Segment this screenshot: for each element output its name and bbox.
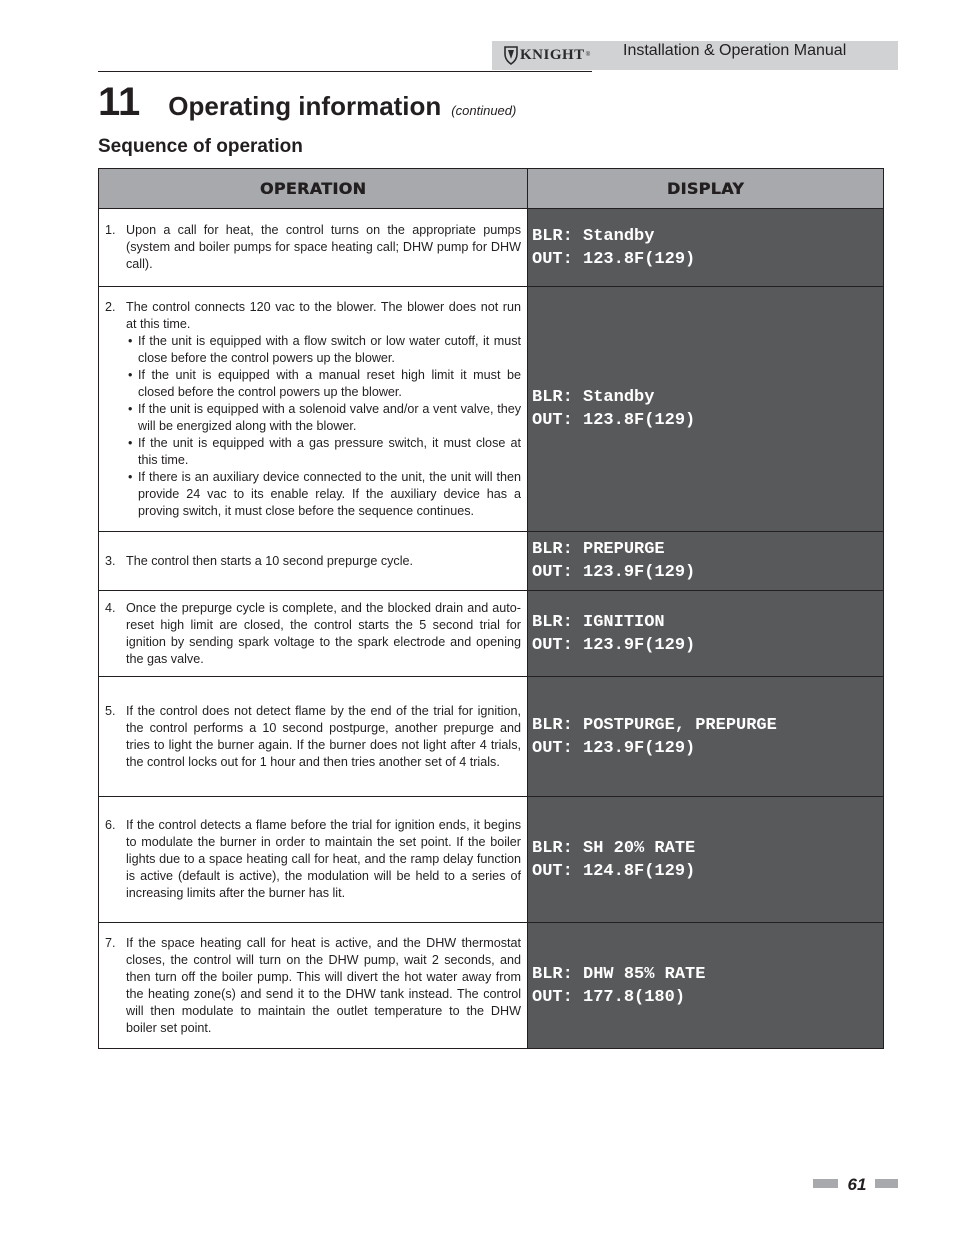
operation-header: OPERATION — [99, 169, 528, 209]
step-text: The control connects 120 vac to the blower. The blower does not run at this time. — [126, 299, 521, 331]
display-readout-line: OUT: 123.9F(129) — [532, 635, 696, 655]
chapter-heading — [98, 78, 516, 126]
chapter-title: Operating information — [168, 91, 442, 121]
operation-step — [105, 299, 521, 333]
display-cell — [528, 677, 884, 797]
page-number: 61 — [847, 1175, 867, 1194]
bullet-text: If there is an auxiliary device connected to the unit, the unit will then provide 24 vac to its enable relay. If the auxiliary device has a proving switch, it must close before the sequence continues. — [138, 469, 521, 518]
operation-cell — [99, 797, 528, 923]
display-readout-line: BLR: IGNITION — [532, 612, 665, 632]
operation-step — [105, 935, 521, 1037]
sequence-table — [98, 168, 884, 1049]
display-readout-line: OUT: 123.8F(129) — [532, 411, 696, 430]
display-readout-line: BLR: Standby — [532, 388, 655, 407]
display-readout-line: OUT: 124.8F(129) — [532, 861, 696, 881]
bullet-icon: • — [128, 333, 133, 348]
display-readout-line: OUT: 123.8F(129) — [532, 249, 696, 269]
operation-step — [105, 553, 521, 570]
bullet-icon: • — [128, 367, 133, 382]
operation-cell — [99, 287, 528, 532]
table-row — [99, 797, 884, 923]
manual-title: Installation & Operation Manual — [623, 42, 847, 59]
operation-step — [105, 222, 521, 273]
display-cell — [528, 209, 884, 287]
step-number: 1. — [105, 223, 116, 237]
step-number: 6. — [105, 818, 116, 832]
step-bullet — [105, 401, 521, 435]
display-readout-line: BLR: POSTPURGE, PREPURGE — [532, 715, 777, 735]
logo-text: KNIGHT — [520, 46, 585, 63]
display-cell — [528, 797, 884, 923]
bullet-icon: • — [128, 435, 133, 450]
bullet-text: If the unit is equipped with a solenoid valve and/or a vent valve, they will be energized along with the blower. — [138, 401, 521, 433]
display-cell — [528, 532, 884, 591]
operation-step — [105, 703, 521, 771]
step-text: The control then starts a 10 second prepurge cycle. — [126, 553, 414, 568]
bullet-icon: • — [128, 469, 133, 484]
step-bullet — [105, 333, 521, 367]
display-readout-line: BLR: DHW 85% RATE — [532, 964, 706, 984]
display-readout-line: BLR: SH 20% RATE — [532, 838, 696, 858]
footer-bar-right — [875, 1179, 898, 1188]
chapter-number: 11 — [98, 80, 141, 124]
step-bullet — [105, 435, 521, 469]
display-cell — [528, 923, 884, 1049]
bullet-text: If the unit is equipped with a flow switch or low water cutoff, it must close before the control powers up the blower. — [138, 333, 521, 365]
step-number: 7. — [105, 935, 116, 950]
bullet-text: If the unit is equipped with a manual reset high limit it must be closed before the control powers up the blower. — [138, 367, 521, 399]
table-header-row — [99, 169, 884, 209]
step-text: Upon a call for heat, the control turns on the appropriate pumps (system and boiler pumps for space heating call; DHW pump for DHW call). — [126, 223, 521, 271]
display-cell — [528, 591, 884, 677]
table-row — [99, 209, 884, 287]
section-title: Sequence of operation — [98, 136, 303, 157]
operation-cell — [99, 923, 528, 1049]
table-row — [99, 677, 884, 797]
header-rule — [98, 71, 592, 72]
bullet-icon: • — [128, 401, 133, 416]
bullet-text: If the unit is equipped with a gas pressure switch, it must close at this time. — [138, 435, 521, 467]
step-text: If the control does not detect flame by the end of the trial for ignition, the control performs a 10 second postpurge, another prepurge and tries to light the burner again. If the burner does not light after 4 trials, the control locks out for 1 hour and then tries another set of 4 trials. — [126, 703, 521, 769]
display-cell — [528, 287, 884, 532]
display-header: DISPLAY — [528, 169, 884, 209]
knight-logo — [504, 42, 590, 68]
step-bullet — [105, 367, 521, 401]
sequence-table-body — [99, 209, 884, 1049]
operation-step — [105, 817, 521, 902]
operation-cell — [99, 532, 528, 591]
operation-cell — [99, 591, 528, 677]
display-readout-line: OUT: 177.8(180) — [532, 987, 686, 1007]
chapter-continued: (continued) — [451, 103, 517, 118]
table-row — [99, 923, 884, 1049]
step-bullet — [105, 469, 521, 520]
table-row — [99, 591, 884, 677]
operation-cell — [99, 677, 528, 797]
display-readout-line: BLR: Standby — [532, 226, 655, 246]
display-readout-line: OUT: 123.9F(129) — [532, 563, 696, 582]
step-number: 2. — [105, 299, 116, 314]
step-text: If the control detects a flame before the trial for ignition ends, it begins to modulate the burner in order to maintain the set point. If the boiler lights due to a space heating call for heat, and the ramp delay function is active (default is active), the modulation will be held to a series of increasing limits after the burner has lit. — [126, 818, 521, 900]
footer-bar-left — [813, 1179, 838, 1188]
shield-icon — [504, 45, 518, 65]
step-number: 4. — [105, 600, 116, 615]
operation-cell — [99, 209, 528, 287]
step-text: If the space heating call for heat is active, and the DHW thermostat closes, the control will turn on the DHW pump, wait 2 seconds, and then turn off the boiler pump. This will divert the hot water away from the heating zone(s) and send it to the DHW tank instead. The control will then modulate to maintain the outlet temperature to the DHW boiler set point. — [126, 935, 521, 1035]
step-number: 5. — [105, 703, 116, 718]
step-number: 3. — [105, 553, 116, 568]
table-row — [99, 287, 884, 532]
display-readout-line: OUT: 123.9F(129) — [532, 738, 696, 758]
step-text: Once the prepurge cycle is complete, and the blocked drain and auto-reset high limit are closed, the control starts the 5 second trial for ignition by sending spark voltage to the spark electrode and opening the gas valve. — [126, 600, 521, 666]
operation-step — [105, 600, 521, 668]
table-row — [99, 532, 884, 591]
display-readout-line: BLR: PREPURGE — [532, 540, 665, 559]
logo-trademark: ® — [585, 52, 591, 58]
